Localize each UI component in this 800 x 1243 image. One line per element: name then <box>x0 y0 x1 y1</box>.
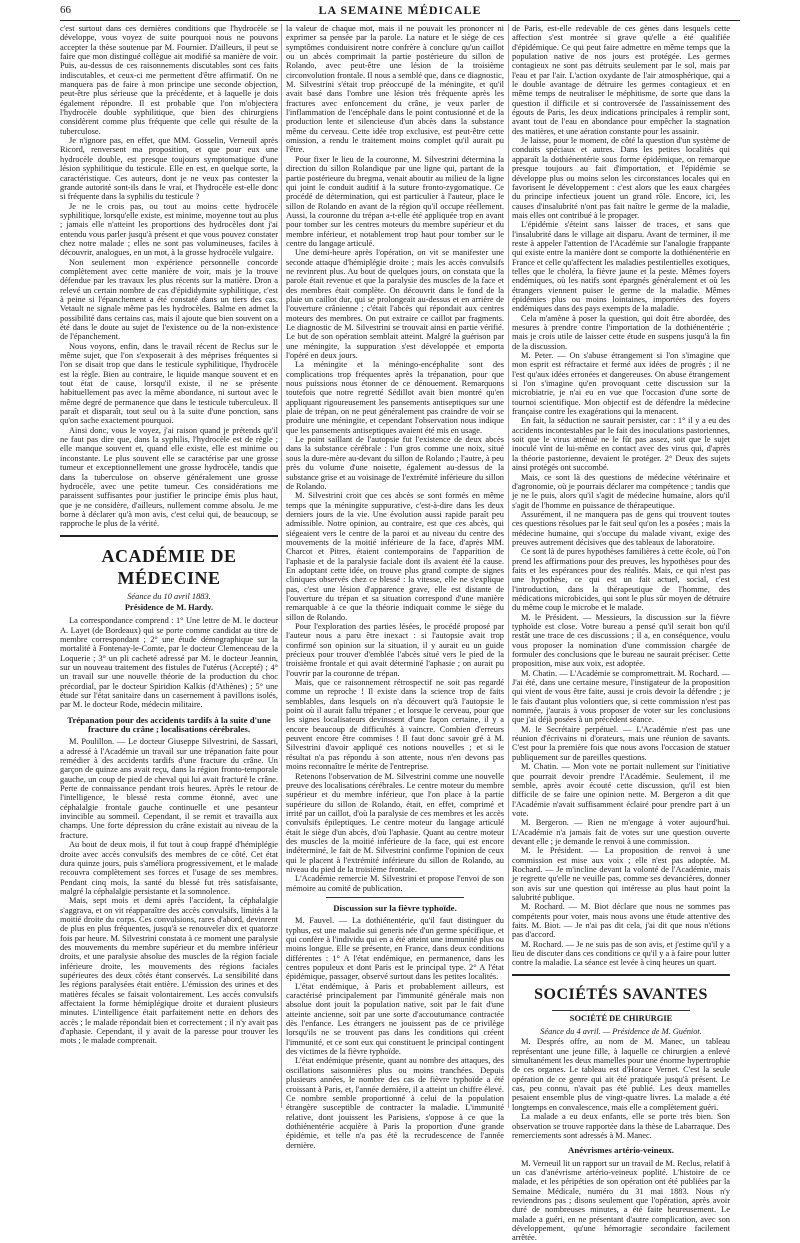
session-date: Séance du 4 avril. — Présidence de M. Guéniot. <box>540 1027 702 1037</box>
paragraph: L'état endémique, à Paris et probablement ailleurs, est caractérisé principalement par l'immunité générale mais non absolue dont jouit la population native, soit par le fait d'une atteinte ancienne, soit par une sorte d'accoutumance contractée dès l'enfance. Les étrangers ne jouissent pas de ce privilège lorsqu'ils ne se trouvent pas dans les conditions qui créent l'immunité, et ce sont eux qui constituent le principal contingent des victimes de la fièvre typhoïde. <box>286 981 504 1057</box>
paragraph: Ce sont là de pures hypothèses familières à cette école, où l'on prend les affirmations pour des preuves, les hypothèses pour des faits et les espérances pour des réalités. Mais, ce qui n'est pas une hypothèse, ce qui est un fait actuel, social, c'est l'introduction, dans la thérapeutique de l'homme, des médications microbicides, qui sont le plus sûr moyen de détruire du même coup le microbe et le malade. <box>512 547 730 613</box>
paragraph: Au bout de deux mois, il fut tout à coup frappé d'hémiplégie droite avec accès convulsifs des membres de ce côté. Cet état dura quinze jours, puis s'améliora progressivement, et le malade recouvra complètement ses forces et l'usage de ses membres. Pendant cinq mois, la santé du blessé fut très satisfaisante, malgré la céphalalgie persistante et la somnolence. <box>60 840 278 896</box>
paragraph: M. Chatin. — L'Académie se compromettrait. M. Rochard. — J'ai été, dans une certaine mesure, l'instigateur de la proposition qui vient de vous être faite, aussi je crois devoir la défendre ; je le fais d'autant plus volontiers que, si cette commission n'est pas nommée, j'aurais à vous proposer de voter sur les conclusions que j'ai déjà posées à un précédent séance. <box>512 668 730 725</box>
journal-title: LA SEMAINE MÉDICALE <box>318 3 482 17</box>
paragraph: L'état endémique présente, quant au nombre des attaques, des oscillations saisonnières plus ou moins tranchées. Depuis plusieurs années, le nombre des cas de fièvre typhoïde a été croissant à Paris, et, l'année dernière, il a atteint un chiffre élevé. Ce nombre semble proportionné à celui de la population étrangère susceptible de contracter la maladie. L'immunité relative, dont jouissent les Parisiens, s'oppose à ce que la dothiénentérie acquière à Paris la proportion d'une grande épidémie, et telle n'a pas été la recrudescence de l'année dernière. <box>286 1056 504 1150</box>
column-2 <box>286 24 504 1150</box>
paragraph: M. Rochard. — Je ne suis pas de son avis, et j'estime qu'il y a lieu de discuter dans ces conditions ce qu'il y a à faire pour lutter contre la maladie. La séance est levée à cinq heures un quart. <box>512 939 730 968</box>
paragraph: M. le Président. — La proposition de renvoi à une commission est mise aux voix ; elle n'est pas adoptée. M. Rochard. — Je m'incline devant la volonté de l'Académie, mais je regrette qu'elle ne veuille pas, comme ses devancières, donner son avis sur une question qui intéresse au plus haut point la salubrité publique. <box>512 846 730 902</box>
paragraph: la valeur de chaque mot, mais il ne pouvait les prononcer ni exprimer sa pensée par la parole. La nature et le siège de ces symptômes conduisirent notre confrère à conclure qu'un caillot ou un abcès comprimait la partie postérieure du sillon de Rolando, avec peut-être une lésion de la troisième circonvolution frontale. Il nous a semblé que, dans ce diagnostic, M. Silvestrini s'était trop préoccupé de la méningite, et qu'il avait basé dans l'ombre une lésion très fréquente après les fractures avec enfoncement du crâne, je veux parler de l'inflammation de l'encéphale dans le point contusionné et de la production lente et silencieuse d'un abcès dans la substance même du cerveau. Cette idée trop exclusive, est peut-être cette omission, a rendu le traitement moins complet qu'il aurait pu l'être. <box>286 24 504 155</box>
page-header <box>60 2 740 21</box>
paragraph: La correspondance comprend : 1° Une lettre de M. le docteur A. Layet (de Bordeaux) qui se porte comme candidat au titre de membre correspondant ; 2° une étude démographique sur la mortalité à Fontenay-le-Comte, par le docteur Clemenceau de la Loquerie ; 3° un pli cacheté adressé par M. le docteur Jeannin, sur un nouveau traitement des fistules de l'utérus (Accepté) ; 4° un travail sur une nouvelle théorie de la production du choc précordial, par le docteur Spiridion Kalkis (d'Athènes) ; 5° une étude sur l'état sanitaire dans un casernement à pavillons isolés, par M. le docteur Rode, médecin militaire. <box>60 616 278 710</box>
column-3 <box>512 24 730 1243</box>
paragraph: Mais, que ce raisonnement rétrospectif ne soit pas regardé comme un reproche ! Il existe dans la science trop de faits semblables, dans lesquels on n'a découvert qu'à l'autopsie le point où il aurait fallu trépaner ; et lorsque le cerveau, pour que les signes localisateurs devinssent d'une façon certaine, il y a encore beaucoup de difficultés à vaincre. Combien d'erreurs peuvent encore être commises ! Il faut donc savoir gré à M. Silvestrini d'avoir appliqué ces notions nouvelles ; et si le résultat n'a pas répondu à son attente, nous n'en devons pas moins reconnaître le mérite de l'entreprise. <box>286 678 504 772</box>
divider <box>552 1010 690 1011</box>
article-heading: Trépanation pour des accidents tardifs à la suite d'une fracture du crâne ; localisations cérébrales. <box>67 714 271 735</box>
paragraph: de Paris, est-elle redevable de ces gènes dans lesquels cette affection s'est montrée si grave qu'elle a été qualifiée d'épidémique. Ce qui peut faire admettre en même temps que la population native de nos jours est protégée. Les germes contagieux ne sont pas détruits seulement par le sol, mais par l'eau et par l'air. L'action oxydante de l'air atmosphérique, qui a le double avantage de détruire les germes contagieux et en même temps de neutraliser le méphitisme, de sorte que dans la question il difficile et si controversée de l'assainissement des égouts de Paris, les deux indications principales à remplir sont, avant tout de l'eau en abondance pour empêcher la stagnation des matières, et une aération constante pour les assainir. <box>512 24 730 136</box>
paragraph: Une demi-heure après l'opération, on vit se manifester une seconde attaque d'hémiplégie droite ; mais les accès convulsifs ne revinrent plus. Au bout de quelques jours, on constata que la parole était revenue et que la paralysie des muscles de la face et des membres était complète. On découvrit dans le fond de la plaie un caillot dur, qui se prolongeait au-dessus et en arrière de l'ouverture crânienne ; c'était l'abcès qui répondait aux centres moteurs des membres. On put extraire ce caillot par fragments. Le diagnostic de M. Silvestrini se trouvait ainsi en partie vérifié. Le but de son opération semblait atteint. Malgré la guérison par une méningite, la suppuration s'est développée et emporta l'opéré en deux jours. <box>286 248 504 361</box>
paragraph: M. Fauvel. — La dothiénentérie, qu'il faut distinguer du typhus, est une maladie sui generis née d'un germe spécifique, et qui confère à l'individu qui en a été atteint une immunité plus ou moins longue. Elle se présente, en France, dans deux conditions différentes : 1° A l'état endémique, en permanence, dans les centres populeux et dont Paris est le principal type. 2° A l'état épidémique, passager, observé surtout dans les petites localités. <box>286 916 504 982</box>
paragraph: Pour l'exploration des parties lésées, le procédé proposé par l'auteur nous a paru être inexact : si l'autopsie avait trop confirmé son opinion sur la situation, il y aurait eu un guide précieux pour trouver d'emblée l'abcès situé vers le pied de la troisième frontale et qui avait déterminé l'aphasie ; on aurait pu l'ouvrir par la couronne de trépan. <box>286 622 504 678</box>
paragraph: La malade a eu deux enfants, elle se porte très bien. Son observation se trouve rapportée dans la thèse de Labarraque. Des remerciements sont adressés à M. Manec. <box>512 1112 730 1140</box>
subsection-title: SOCIÉTÉ DE CHIRURGIE <box>569 1013 673 1023</box>
paragraph: Ainsi donc, vous le voyez, j'ai raison quand je prétends qu'il ne faut pas dire que, dans la syphilis, l'hydrocèle est de règle ; elle manque souvent et, quand elle existe, elle est minime ou inconstante. Le plus souvent elle se caractérise par une grosse tumeur et exceptionnellement une grosse hydrocèle, tandis que dans la tuberculose on observe généralement une grosse hydrocèle, avec une petite tumeur. Ces considérations me paraissent suffisantes pour justifier le principe émis plus haut, que je ne considère, d'ailleurs, nullement comme absolu. Je me borne à déclarer qu'à mon avis, c'est celui qui, de beaucoup, se rapproche le plus de la vérité. <box>60 425 278 529</box>
paragraph: M. le Président. — Messieurs, la discussion sur la fièvre typhoïde est close. Votre bureau a pensé qu'il serait bon qu'il restât une trace de ces discussions ; il a, en conséquence, voulu vous proposer la nomination d'une commission chargée de formuler des conclusions que le bureau ne saurait préciser. Cette proposition, mise aux voix, est adoptée. <box>512 612 730 669</box>
column-divider <box>508 24 509 1108</box>
paragraph: Pour fixer le lieu de la couronne, M. Silvestrini détermina la direction du sillon Rolandique par une ligne qui, partant de la partie postérieure du bregma, venait aboutir au milieu de la ligne qui joint le conduit auditif à la suture fronto-zygomatique. Ce procédé de détermination, qui est particulier à l'auteur, place le sillon de Rolando en avant de la région qu'il occupe réellement. Aussi, la couronne du trépan a-t-elle été appliquée trop en avant pour tomber sur les centres moteurs du membre supérieur et du membre inférieur, et notablement trop haut pour tomber sur le centre du langage articulé. <box>286 154 504 248</box>
paragraph: Je ne le crois pas, ou tout au moins cette hydrocèle syphilitique, lorsqu'elle existe, est minime, moyenne tout au plus ; jamais elle n'atteint les proportions des hydrocèles dont j'ai entendu vous parler jusqu'à présent et que vous pouvez constater chez notre malade ; elles ne sont pas volumineuses, faciles à découvrir, analogues, en un mot, à la grosse hydrocèle vulgaire. <box>60 201 278 258</box>
section-rule <box>512 974 730 976</box>
paragraph: M. Silvestrini croit que ces abcès se sont formés en même temps que la méningite suppurative, c'est-à-dire dans les deux derniers jours de la vie. Une évolution aussi rapide paraît peu admissible. Notre opinion, au contraire, est que ces abcès, qui siégeaient vers le centre de la paroi et au niveau du centre des mouvements de la moitié inférieure de la face, d'après MM. Charcot et Pitres, étaient contemporains de l'apparition de l'aphasie et de la paralysie faciale dont ils avaient été la cause. En adoptant cette idée, on trouve plus grand compte de signes cliniques observés chez ce blessé : la vitesse, elle ne s'explique pas, c'est une lésion d'apparence grave, elle est distante de l'ouverture du trépan et sa situation correspond d'une manière remarquable à ce que la théorie indiquait comme le siège du sillon de Rolando. <box>286 491 504 622</box>
paragraph: Je laisse, pour le moment, de côté la question d'un système de conduits spéciaux et autres. Dans les petites localités qui apparaît la dothiénentérie sous forme épidémique, on remarque presque toujours au fait d'importation, et l'épidémie se développe plus ou moins selon les circonstances locales qui en favorisent le développement : c'est alors que les eaux chargées du principe infectieux jouent un grand rôle. Encore, ici, les causes d'insalubrité n'ont pas fait naître le germe de la maladie, mais elles ont contribué à le propager. <box>512 136 730 220</box>
paragraph: En fait, la séduction ne saurait persister, car : 1° il y a eu des accidents incontestables par le fait des inoculations pastoriennes, soit que le virus atténué ne le fût pas assez, soit que le sujet inoculé vînt de lui-même en contact avec des virus qui, d'après la théorie pastorienne, devaient le protéger. 2° Deux des sujets ainsi protégés ont succombé. <box>512 416 730 473</box>
paragraph: L'épidémie s'éteint sans laisser de traces, et sans que l'insalubrité dans le village ait disparu. Avant de terminer, il me reste à appeler l'attention de l'Académie sur l'analogie frappante qui existe entre la manière dont se comporte la dothiénentérie en France et celle qu'affectent les maladies pestilentielles exotiques, telles que le choléra, la fièvre jaune et la peste. Mêmes foyers endémiques, où les natifs sont épargnés généralement et où les étrangers viennent puiser le germe de la maladie. Mêmes épidémies plus ou moins lointaines, importées des foyers endémiques dans des pays exempts de la maladie. <box>512 220 730 314</box>
paragraph: M. Peter. — On s'abuse étrangement si l'on s'imagine que mon esprit est réfractaire et fermé aux idées de progrès ; il ne l'est qu'aux idées erronées et dangereuses. On abuse étrangement si l'on s'imagine qu'en provoquant cette discussion sur la microbiatrie, je n'ai eu en vue que l'occasion d'une sorte de tournoi scientifique. Mon objectif est de défendre la médecine française contre les exagérations qui la menacent. <box>512 351 730 417</box>
paragraph: Retenons l'observation de M. Silvestrini comme une nouvelle preuve des localisations cérébrales. Le centre moteur du membre supérieur et du membre inférieur, que l'on place à la partie supérieure du sillon de Rolando, était, en effet, comprimé et irrité par un caillot, d'où la paralysie de ces membres et les accès convulsifs épileptiques. Le centre moteur du langage articulé était le siège d'un abcès, d'où l'aphasie. Quant au centre moteur des muscles de la moitié inférieure de la face, qui est encore indéterminé, le fait de M. Silvestrini confirme l'opinion de ceux qui le placent à l'extrémité inférieure du sillon de Rolando, au niveau du pied de la troisième frontale. <box>286 771 504 874</box>
column-1 <box>60 24 278 1108</box>
presidence-line: Présidence de M. Hardy. <box>124 602 214 612</box>
article-heading: Discussion sur la fièvre typhoïde. <box>333 902 457 913</box>
paragraph: Cela m'amène à poser la question, qui doit être abordée, des mesures à prendre contre l'importation de la dothiénentérie ; mais je crois utile de laisser cette étude en suspens jusqu'à la fin de la discussion. <box>512 313 730 351</box>
paragraph: M. Verneuil lit un rapport sur un travail de M. Reclus, relatif à un cas d'anévrisme artério-veineux poplité. L'histoire de ce malade, et les péripéties de son opération ont été publiées par la Semaine Médicale, numéro du 31 mai 1883. Nous n'y reviendrons pas ; disons seulement que l'opération, après avoir duré de nombreuses minutes, a été faite heureusement. Le malade a guéri, en ne présentant d'autre complication, avec son développement, qu'une hémorragie secondaire facilement arrêtée. <box>512 1158 730 1243</box>
paragraph: Assurément, il ne manquera pas de gens qui trouvent toutes ces questions résolues par le fait seul qu'on les a posées ; mais la médecine humaine, qui s'occupe du malade vivant, exige des preuves autrement décisives que des tableaux de laboratoire. <box>512 509 730 547</box>
divider <box>326 897 464 898</box>
paragraph: La méningite et la méningo-encéphalite sont des complications trop fréquentes après la trépanation, pour que nous puissions nous étonner de ce dénouement. Remarquons toutefois que notre regretté Sédillot avait bien montré qu'en appliquant rigoureusement les pansements antiseptiques sur une plaie de trépan, on ne peut généralement pas craindre de voir se produire une méningite, et cependant l'observation nous indique que les pansements antiseptiques avaient été mis en usage. <box>286 360 504 435</box>
section-title: ACADÉMIE DE MÉDECINE <box>101 545 237 588</box>
paragraph: M. Chatin. — Mon vote ne portait nullement sur l'initiative que pourrait devoir prendre l'Académie. Seulement, il me semble, après avoir écouté cette discussion, qu'il est bien difficile de se faire une opinion nette. M. Bergeron a dit que l'Académie n'avait suffisamment éclairé pour prendre part à un vote. <box>512 762 730 818</box>
paragraph: M. Després offre, au nom de M. Manec, un tableau représentant une jeune fille, à laquelle ce chirurgien a enlevé simultanément les deux mamelles pour une énorme hypertrophie de ces organes. Le tableau est d'Horace Vernet. C'est la seule opération de ce genre qui ait été pratiquée jusqu'à présent. Le cas, peu connu, n'avait pas été publié. Les deux mamelles pesaient ensemble plus de vingt-quatre livres. La malade a été longtemps en convalescence, mais elle a complètement guéri. <box>512 1037 730 1112</box>
paragraph: Nous voyons, enfin, dans le travail récent de Reclus sur le même sujet, que l'on s'exposerait à des méprises fréquentes si l'on se disait trop que dans le testicule syphilitique, l'hydrocèle est la règle. Bien au contraire, le liquide manque souvent et en tout état de cause, lorsqu'il existe, il ne se présente habituellement pas avec la même abondance, ni surtout avec le même degré de permanence que dans le testicule tuberculeux. Il paraît et disparaît, tout seul ou à la suite d'une ponction, sans qu'on sache exactement pourquoi. <box>60 341 278 426</box>
paragraph: L'Académie remercie M. Silvestrini et propose l'envoi de son mémoire au comité de publication. <box>286 874 504 893</box>
paragraph: M. Rochard. — M. Biot déclare que nous ne sommes pas compétents pour voter, mais nous avons une étude attentive des faits. M. Biot. — Je n'ai pas dit cela, j'ai dit que nous n'étions pas d'accord. <box>512 902 730 940</box>
section-title: SOCIÉTÉS SAVANTES <box>534 985 708 1003</box>
session-date: Séance du 10 avril 1883. <box>127 591 211 601</box>
article-heading: Anévrismes artério-veineux. <box>567 1145 675 1156</box>
paragraph: M. Poulillon. — Le docteur Giuseppe Silvestrini, de Sassari, a adressé à l'Académie un travail sur une trépanation faite pour remédier à des accidents tardifs d'une fracture du crâne. Un garçon de quinze ans avait reçu, dans la région fronto-temporale gauche, un coup de pied de cheval qui lui avait fracturé le crâne. Perte de connaissance pendant trois heures. Après le retour de l'intelligence, le blessé resta comme étonné, avec une céphalalgie frontale gauche continuelle et une pesanteur invincible au sommeil. Cependant, il se remit et travailla aux champs. Une forte dépression du crâne existait au niveau de la fracture. <box>60 737 278 840</box>
section-rule <box>60 535 278 537</box>
paragraph: Mais, ce sont là des questions de médecine vétérinaire et d'agronomie, où je pourrais déclarer ma compétence ; tandis que je ne le puis, alors qu'il s'agit de médecine humaine, alors qu'il s'agit de l'homme en puissance de thérapeutique. <box>512 472 730 510</box>
paragraph: Je n'ignore pas, en effet, que MM. Gosselin, Verneuil après Ricord, renversent ma proposition, et que pour eux une hydrocèle double, est presque toujours symptomatique d'une lésion syphilitique du testicule. Elle en est, en quelque sorte, la caractéristique. Ces auteurs, dont je ne veux pas contester la grande autorité sont-ils dans le vrai, et l'hydrocèle est-elle donc si fréquente dans la syphilis du testicule ? <box>60 136 278 202</box>
column-divider <box>281 24 282 1108</box>
paragraph: Non seulement mon expérience personnelle concorde complètement avec cette manière de voir, mais je la trouve défendue par les travaux les plus récents sur la matière. Dron a relevé un certain nombre de cas d'épididymite syphilitique, c'est à peine si l'épanchement a été constaté dans un tiers des cas. Vetault ne signale même pas les hydrocèles. Balme en admet la possibilité dans certains cas, mais il ajoute que bien souvent on a été dans le doute au sujet de l'existence ou de la non-existence de l'épanchement. <box>60 257 278 342</box>
paragraph: Le point saillant de l'autopsie fut l'existence de deux abcès dans la substance cérébrale : l'un gros comme une noix, situé sous la dure-mère au-devant du sillon de Rolando ; l'autre, à peu près du volume d'une noisette, également au-dessus de la substance grise et au voisinage de l'extrémité inférieure du sillon de Rolando. <box>286 435 504 491</box>
paragraph: Mais, sept mois et demi après l'accident, la céphalalgie s'aggrava, et on vit réapparaître des accès convulsifs, limités à la moitié droite du corps. Ces convulsions, rares d'abord, devinrent de plus en plus fréquentes, jusqu'à se renouveler dix et quatorze fois par heure. M. Silvestrini constata à ce moment une paralysie des mouvements du membre supérieur et du membre inférieur droits, et une paralysie absolue des muscles de la région faciale inférieure droite, les mouvements des régions faciales supérieures des deux côtés étant conservés. La sensibilité dans les régions paralysées était entière. L'émission des urines et des matières fécales se faisait volontairement. Les accès convulsifs affectaient la forme hémiplégique droite et duraient plusieurs minutes. L'intelligence était parfaitement nette en dehors des accès ; le malade répondait bien et correctement ; il n'y avait pas d'aphasie. Cependant, il y avait de la paresse pour trouver les mots ; le malade comprenait. <box>60 896 278 1046</box>
page-number: 66 <box>60 4 71 16</box>
paragraph: M. le Secrétaire perpétuel. — L'Académie n'est pas une réunion d'écrivains ni d'orateurs, mais une réunion de savants. C'est pour la première fois que nous avons l'occasion de statuer publiquement sur de pareilles questions. <box>512 724 730 762</box>
paragraph: c'est surtout dans ces dernières conditions que l'hydrocèle se développe, vous voyez de suite pourquoi nous ne pouvons accepter la thèse soutenue par M. Fournier. D'ailleurs, il peut se faire que mon distingué collègue ait modifié sa manière de voir. Puis, au-dessus de ces raisonnements discutables sont ces faits indiscutables, et ceux-ci me permettent d'être affirmatif. On ne manquera pas de faire à mon principe une seconde objection, peut-être plus sérieuse que la précédente, et à laquelle je dois également répondre. Il est probable que l'on m'objectera l'hydrocèle double syphilitique, que bien des chirurgiens considèrent comme plus fréquente que celle qui résulte de la tuberculose. <box>60 24 278 136</box>
paragraph: M. Bergeron. — Rien ne m'engage à voter aujourd'hui. L'Académie n'a jamais fait de votes sur une question ouverte devant elle ; je demande le renvoi à une commission. <box>512 818 730 846</box>
